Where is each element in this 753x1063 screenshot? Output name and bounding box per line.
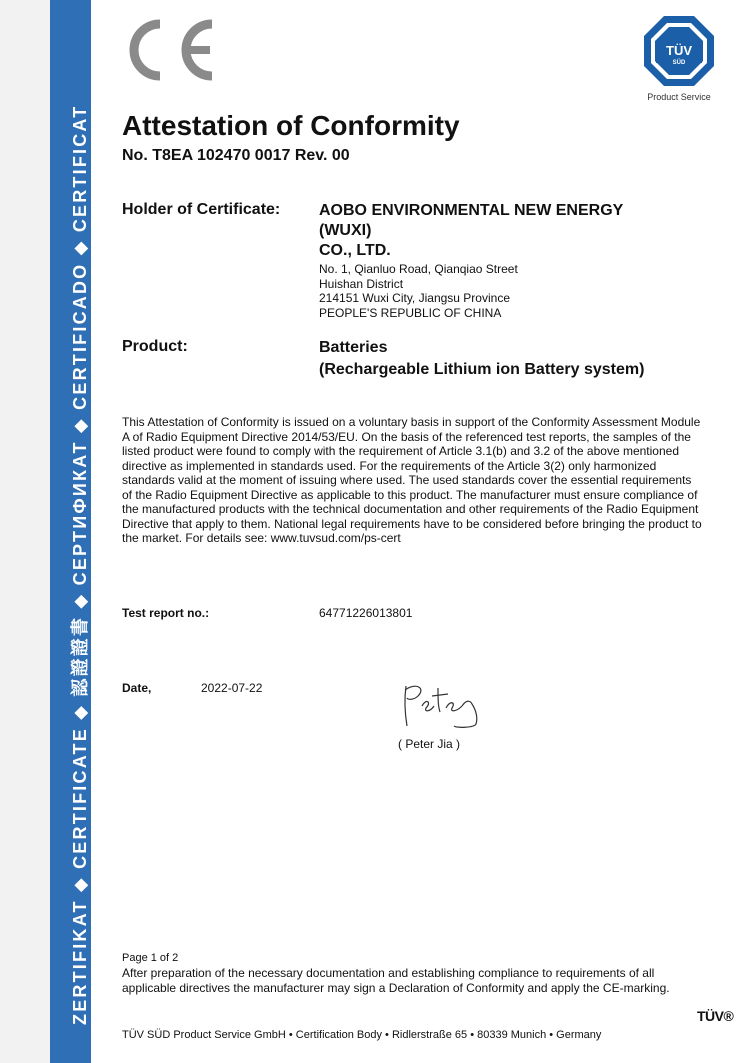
- conformity-statement: This Attestation of Conformity is issued on a voluntary basis in support of the Conformity Assessment Module A of Radio Equipment Directive 2014/53/EU. On the basis of the referenced test reports, the samples of the listed product were found to comply with the requirement of Article 3.1(b) and 3.2 of the above mentioned directive as implemented in standards used. For the requirements of the Article 3(2) only harmonized standards valid at the moment of issuing where used. The used standards cover the essential requirements of the Radio Equipment Directive as applicable to this product. The manufacturer must ensure compliance of the manufactured products with the technical documentation and other requirements of the Radio Equipment Directive that apply to them. National legal requirements have to be considered before bringing the product to the market. For details see: www.tuvsud.com/ps-cert: [122, 415, 702, 545]
- page-number: Page 1 of 2: [122, 952, 179, 964]
- footer-note: After preparation of the necessary documentation and establishing compliance to requirements of all applicable directives the manufacturer may sign a Declaration of Conformity and apply the CE-marking.: [122, 966, 670, 995]
- svg-text:SÜD: SÜD: [672, 60, 686, 66]
- svg-text:TÜV: TÜV: [666, 43, 692, 58]
- holder-name: [319, 201, 623, 261]
- holder-name-line: (WUXI): [319, 222, 372, 239]
- holder-label: Holder of Certificate:: [122, 201, 281, 218]
- test-report-label: Test report no.:: [122, 606, 210, 620]
- signatory-name: ( Peter Jia ): [398, 737, 461, 751]
- holder-name-line: AOBO ENVIRONMENTAL NEW ENERGY: [319, 202, 624, 219]
- product-line: Batteries: [319, 339, 388, 356]
- ce-mark-icon: [120, 16, 216, 84]
- test-report-value: 64771226013801: [319, 606, 413, 620]
- address-line: PEOPLE'S REPUBLIC OF CHINA: [319, 305, 502, 320]
- product-description: [319, 337, 644, 381]
- certificate-number: No. T8EA 102470 0017 Rev. 00: [122, 147, 350, 164]
- signature-icon: [396, 676, 488, 736]
- date-value: 2022-07-22: [201, 681, 263, 695]
- page-edge: [0, 0, 50, 1063]
- side-band-text: ZERTIFIKAT ◆ CERTIFICATE ◆ 認證證書 ◆ СЕРТИФИКАТ ◆ CERTIFICADO ◆ CERTIFICAT: [70, 104, 90, 1025]
- product-label: Product:: [122, 338, 188, 355]
- holder-name-line: CO., LTD.: [319, 242, 391, 259]
- tuv-logo-icon: [642, 14, 716, 88]
- date-label: Date,: [122, 681, 152, 695]
- product-line: (Rechargeable Lithium ion Battery system): [319, 361, 645, 378]
- tuv-footer-mark: TÜV®: [697, 1008, 734, 1024]
- address-line: 214151 Wuxi City, Jiangsu Province: [319, 291, 510, 305]
- document-title: Attestation of Conformity: [122, 110, 460, 141]
- address-line: Huishan District: [319, 276, 404, 291]
- address-line: No. 1, Qianluo Road, Qianqiao Street: [319, 262, 518, 276]
- tuv-product-service: Product Service: [647, 92, 711, 102]
- holder-address: [319, 262, 518, 320]
- footer-address: TÜV SÜD Product Service GmbH • Certification Body • Ridlerstraße 65 • 80339 Munich • Germany: [122, 1029, 602, 1041]
